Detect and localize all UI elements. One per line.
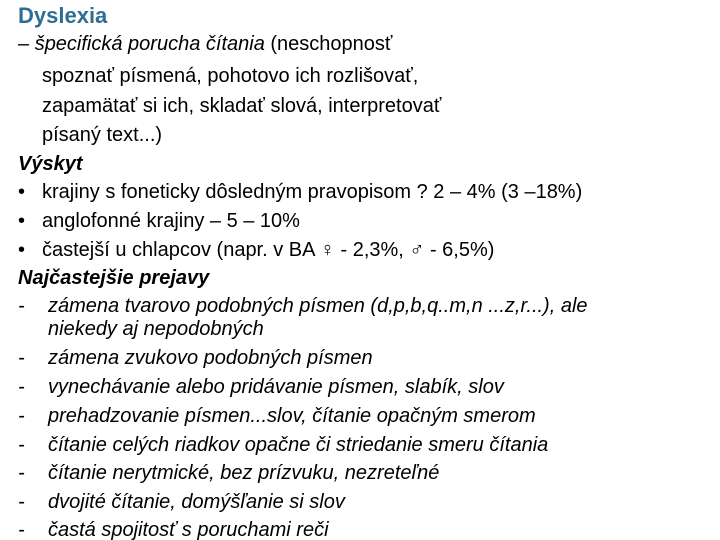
manifestation-item-text: čítanie nerytmické, bez prízvuku, nezreteľné [48,462,440,484]
dash-marker: - [18,376,25,398]
manifestation-item [18,516,329,540]
manifestation-item [18,402,536,430]
manifestations-heading: Najčastejšie prejavy [18,267,210,289]
occurrence-heading: Výskyt [18,153,83,175]
definition-dash: – [18,33,30,55]
manifestation-item-text: zámena tvarovo podobných písmen (d,p,b,q..m,n ...z,r...), ale [48,295,588,317]
bullet-marker: • [18,239,26,261]
dash-marker: - [18,491,25,513]
occurrence-item-text: anglofonné krajiny – 5 – 10% [42,210,300,232]
manifestation-item-text: čítanie celých riadkov opačne či striedanie smeru čítania [48,434,549,456]
definition-line-1 [18,30,392,58]
manifestation-item [18,488,345,516]
definition-term: špecifická porucha čítania [34,33,265,55]
dash-marker: - [18,519,25,540]
manifestation-item-text: častá spojitosť s poruchami reči [48,519,329,540]
dash-marker: - [18,347,25,369]
dash-marker: - [18,405,25,427]
definition-line-2: spoznať písmená, pohotovo ich rozlišovať, [42,65,419,87]
manifestation-item [18,431,548,459]
occurrence-item-text: krajiny s foneticky dôsledným pravopisom ? 2 – 4% (3 –18%) [42,181,583,203]
occurrence-item [18,236,494,264]
occurrence-item [18,207,300,235]
manifestation-item [18,344,373,372]
dash-marker: - [18,462,25,484]
definition-text-1: (neschopnosť [264,33,393,55]
bullet-marker: • [18,181,26,203]
manifestation-item-text: zámena zvukovo podobných písmen [48,347,373,369]
manifestation-item [18,373,504,401]
manifestation-item-continuation: niekedy aj nepodobných [48,318,264,340]
page-title: Dyslexia [18,3,108,28]
dash-marker: - [18,295,25,317]
manifestation-item-text: vynechávanie alebo pridávanie písmen, slabík, slov [48,376,504,398]
bullet-marker: • [18,210,26,232]
manifestation-item-text: dvojité čítanie, domýšľanie si slov [48,491,345,513]
occurrence-item [18,178,582,206]
definition-line-4: písaný text...) [42,124,163,146]
dash-marker: - [18,434,25,456]
manifestation-item-text: prehadzovanie písmen...slov, čítanie opačným smerom [48,405,536,427]
manifestation-item [18,459,439,487]
occurrence-item-text: častejší u chlapcov (napr. v BA ♀ - 2,3%, ♂ - 6,5%) [42,239,495,261]
definition-line-3: zapamätať si ich, skladať slová, interpretovať [42,95,442,117]
